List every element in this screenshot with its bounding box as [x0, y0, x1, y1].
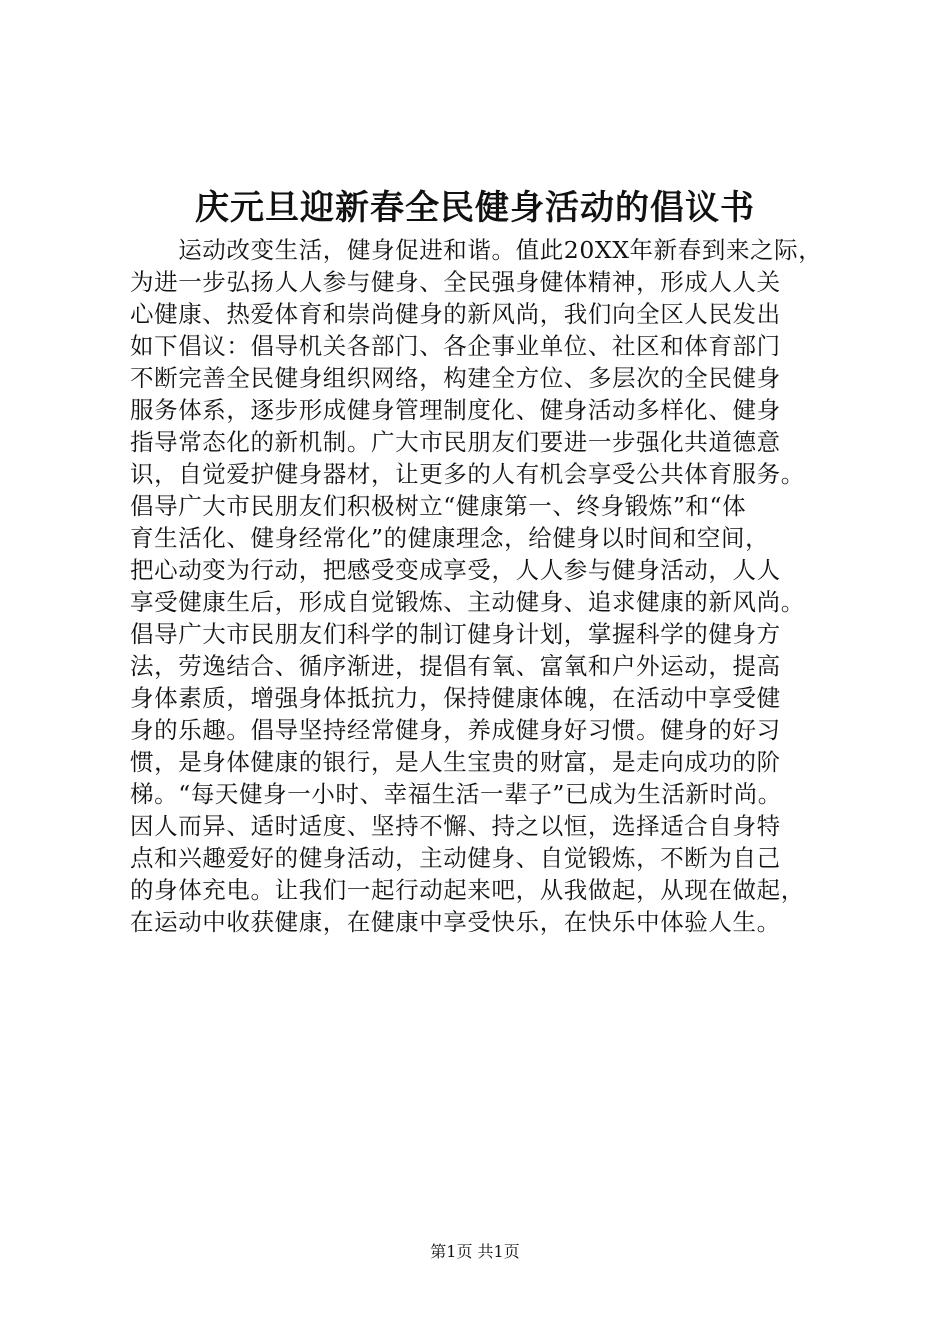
page-number-footer: 第1页 共1页 [430, 1242, 520, 1261]
body-line: 倡导广大市民朋友们科学的制订健身计划，掌握科学的健身方 [130, 620, 781, 648]
body-line: 因人而异、适时适度、坚持不懈、持之以恒，选择适合自身特 [130, 812, 781, 840]
body-line: 享受健康生后，形成自觉锻炼、主动健身、追求健康的新风尚。 [130, 588, 805, 616]
body-line: 法，劳逸结合、循序渐进，提倡有氧、富氧和户外运动，提高 [130, 652, 781, 680]
body-line: 为进一步弘扬人人参与健身、全民强身健体精神，形成人人关 [130, 268, 781, 296]
body-line: 心健康、热爱体育和崇尚健身的新风尚，我们向全区人民发出 [130, 300, 781, 328]
body-line: 梯。“每天健身一小时、幸福生活一辈子”已成为生活新时尚。 [130, 780, 782, 808]
body-line: 不断完善全民健身组织网络，构建全方位、多层次的全民健身 [130, 364, 781, 392]
body-line: 服务体系，逐步形成健身管理制度化、健身活动多样化、健身 [130, 396, 781, 424]
body-line: 在运动中收获健康，在健康中享受快乐，在快乐中体验人生。 [130, 908, 781, 936]
document-title: 庆元旦迎新春全民健身活动的倡议书 [195, 188, 755, 228]
body-line: 的身体充电。让我们一起行动起来吧，从我做起，从现在做起， [130, 876, 805, 904]
document-body [130, 234, 830, 938]
body-line: 育生活化、健身经常化”的健康理念，给健身以时间和空间， [130, 524, 770, 552]
body-line: 倡导广大市民朋友们积极树立“健康第一、终身锻炼”和“体 [130, 492, 747, 520]
body-line: 身的乐趣。倡导坚持经常健身，养成健身好习惯。健身的好习 [130, 716, 781, 744]
body-line: 惯，是身体健康的银行，是人生宝贵的财富，是走向成功的阶 [130, 748, 781, 776]
body-line: 运动改变生活，健身促进和谐。值此20XX年新春到来之际， [130, 236, 823, 264]
body-line: 身体素质，增强身体抵抗力，保持健康体魄，在活动中享受健 [130, 684, 781, 712]
body-line: 点和兴趣爱好的健身活动，主动健身、自觉锻炼，不断为自己 [130, 844, 781, 872]
body-line: 指导常态化的新机制。广大市民朋友们要进一步强化共道德意 [130, 428, 781, 456]
body-line: 如下倡议：倡导机关各部门、各企事业单位、社区和体育部门 [130, 332, 781, 360]
body-line: 把心动变为行动，把感受变成享受，人人参与健身活动，人人 [130, 556, 781, 584]
body-line: 识，自觉爱护健身器材，让更多的人有机会享受公共体育服务。 [130, 460, 805, 488]
